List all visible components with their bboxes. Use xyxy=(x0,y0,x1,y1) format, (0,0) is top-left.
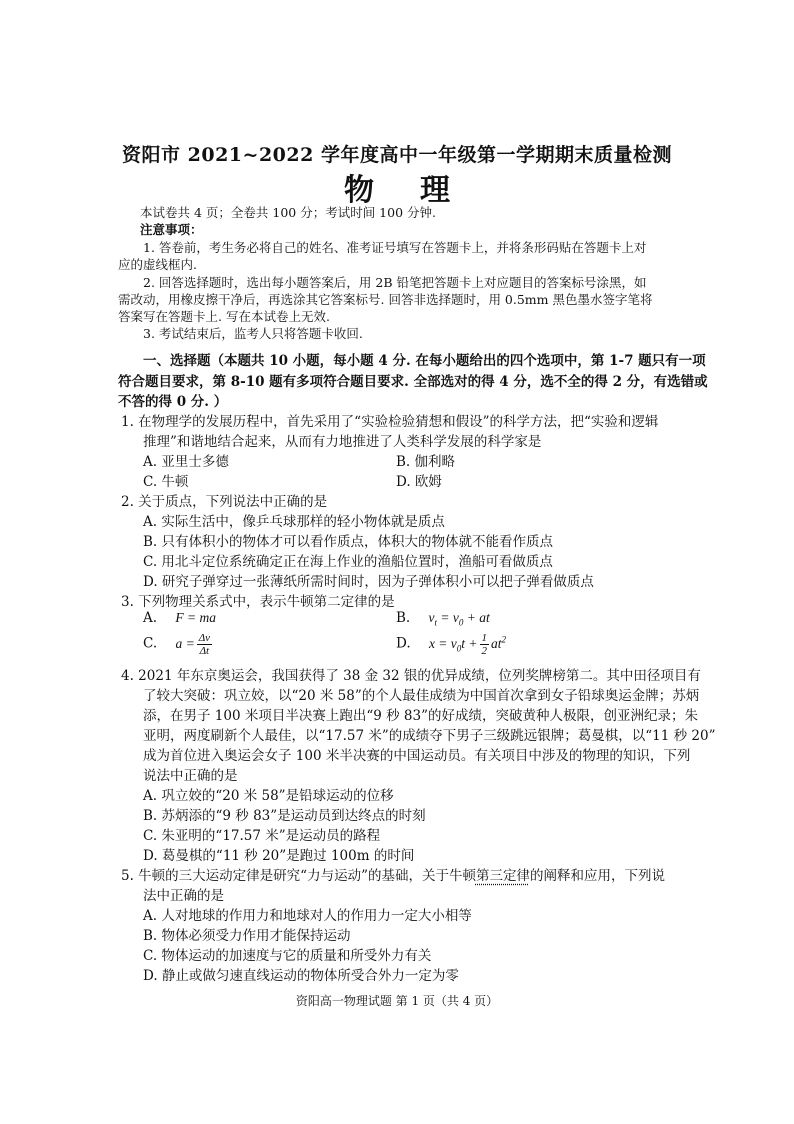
formula: $v_t = v_0$ + at xyxy=(428,610,490,628)
note-line: 2. 回答选择题时，选出每小题答案后，用 2B 铅笔把答题卡上对应题目的答案标号涂黑，如 xyxy=(143,275,647,290)
formula: $x = v_0t$ + $\frac{1}{2}$ $at^2$ xyxy=(428,632,507,657)
option-c: C. 牛顿 xyxy=(143,474,189,490)
exam-title: 资阳市 2021~2022 学年度高中一年级第一学期期末质量检测 xyxy=(122,144,672,166)
option-c: C. 朱亚明的“17.57 米”是运动员的路程 xyxy=(143,828,381,844)
option-label: D. xyxy=(396,635,411,652)
page-footer: 资阳高一物理试题 第 1 页（共 4 页） xyxy=(295,994,499,1008)
subject-title: 物理 xyxy=(344,173,496,208)
option-c xyxy=(143,632,214,657)
question-4-stem: 成为首位进入奥运会女子 100 米半决赛的中国运动员。有关项目中涉及的物理的知识，下列 xyxy=(143,748,691,764)
formula: F = ma xyxy=(175,610,216,625)
option-b: B. 苏炳添的“9 秒 83”是运动员到达终点的时刻 xyxy=(143,808,426,824)
option-c: C. 用北斗定位系统确定正在海上作业的渔船位置时，渔船可看做质点 xyxy=(143,554,553,570)
question-4-stem: 4. 2021 年东京奥运会，我国获得了 38 金 32 银的优异成绩，位列奖牌榜第二。其中田径项目有 xyxy=(121,668,701,684)
note-line: 1. 答卷前，考生务必将自己的姓名、准考证号填写在答题卡上，并将条形码贴在答题卡上对 xyxy=(143,240,647,255)
exam-info: 本试卷共 4 页；全卷共 100 分；考试时间 100 分钟. xyxy=(140,205,436,220)
note-line: 需改动，用橡皮擦干净后，再选涂其它答案标号. 回答非选择题时，用 0.5mm 黑色墨水签字笔将 xyxy=(118,292,653,307)
option-d: D. 葛曼棋的“11 秒 20”是跑过 100m 的时间 xyxy=(143,848,415,864)
section-heading: 符合题目要求，第 8-10 题有多项符合题目要求. 全部选对的得 4 分，选不全的得 2 分，有选错或 xyxy=(118,374,708,390)
option-b: B. 伽利略 xyxy=(396,454,456,470)
option-d: D. 静止或做匀速直线运动的物体所受合外力一定为零 xyxy=(143,968,459,984)
question-4-stem: 了较大突破：巩立姣，以“20 米 58”的个人最佳成绩为中国首次拿到女子铅球奥运金牌；苏炳 xyxy=(143,688,700,704)
formula: a = $\frac{\Delta v}{\Delta t}$ xyxy=(175,632,211,657)
option-d xyxy=(396,632,506,657)
note-line: 答案写在答题卡上. 写在本试卷上无效. xyxy=(118,309,330,324)
notes-heading: 注意事项： xyxy=(140,222,203,237)
question-4-stem: 亚明，两度刷新个人最佳，以“17.57 米”的成绩夺下男子三级跳远银牌；葛曼棋，以“11 秒 20” xyxy=(143,728,716,744)
option-a: A. 亚里士多德 xyxy=(143,454,229,470)
section-heading: 不答的得 0 分. ） xyxy=(118,394,228,410)
question-1-stem: 1. 在物理学的发展历程中，首先采用了“实验检验猜想和假设”的科学方法，把“实验和逻辑 xyxy=(121,414,659,430)
question-3-stem: 3. 下列物理关系式中，表示牛顿第二定律的是 xyxy=(121,594,395,610)
option-b: B. 只有体积小的物体才可以看作质点，体积大的物体就不能看作质点 xyxy=(143,534,554,550)
question-2-stem: 2. 关于质点，下列说法中正确的是 xyxy=(121,494,328,510)
option-d: D. 研究子弹穿过一张薄纸所需时间时，因为子弹体积小可以把子弹看做质点 xyxy=(143,574,594,590)
option-c: C. 物体运动的加速度与它的质量和所受外力有关 xyxy=(143,948,432,964)
option-b xyxy=(396,610,490,628)
option-a: A. 人对地球的作用力和地球对人的作用力一定大小相等 xyxy=(143,908,472,924)
option-a: A. 巩立姣的“20 米 58”是铅球运动的位移 xyxy=(143,788,394,804)
question-5-stem: 法中正确的是 xyxy=(143,888,224,904)
option-a: A. 实际生活中，像乒乓球那样的轻小物体就是质点 xyxy=(143,514,445,530)
question-4-stem: 添，在男子 100 米项目半决赛上跑出“9 秒 83”的好成绩，突破黄种人极限，创亚洲纪录；朱 xyxy=(143,708,699,724)
note-line: 应的虚线框内. xyxy=(118,257,197,272)
option-label: C. xyxy=(143,635,158,652)
option-d: D. 欧姆 xyxy=(396,474,442,490)
question-5-stem: 5. 牛顿的三大运动定律是研究“力与运动”的基础，关于牛顿第三定律的阐释和应用，下列说 xyxy=(121,868,665,884)
question-4-stem: 说法中正确的是 xyxy=(143,768,238,784)
section-heading: 一、选择题（本题共 10 小题，每小题 4 分. 在每小题给出的四个选项中，第 1-7 题只有一项 xyxy=(143,353,706,369)
question-1-stem: 推理”和谐地结合起来，从而有力地推进了人类科学发展的科学家是 xyxy=(143,434,542,450)
option-label: B. xyxy=(396,610,411,626)
emphasis-text: 第三定律 xyxy=(475,868,530,884)
option-a xyxy=(143,610,216,626)
option-b: B. 物体必须受力作用才能保持运动 xyxy=(143,928,351,944)
note-line: 3. 考试结束后，监考人只将答题卡收回. xyxy=(143,326,363,341)
option-label: A. xyxy=(143,610,158,626)
